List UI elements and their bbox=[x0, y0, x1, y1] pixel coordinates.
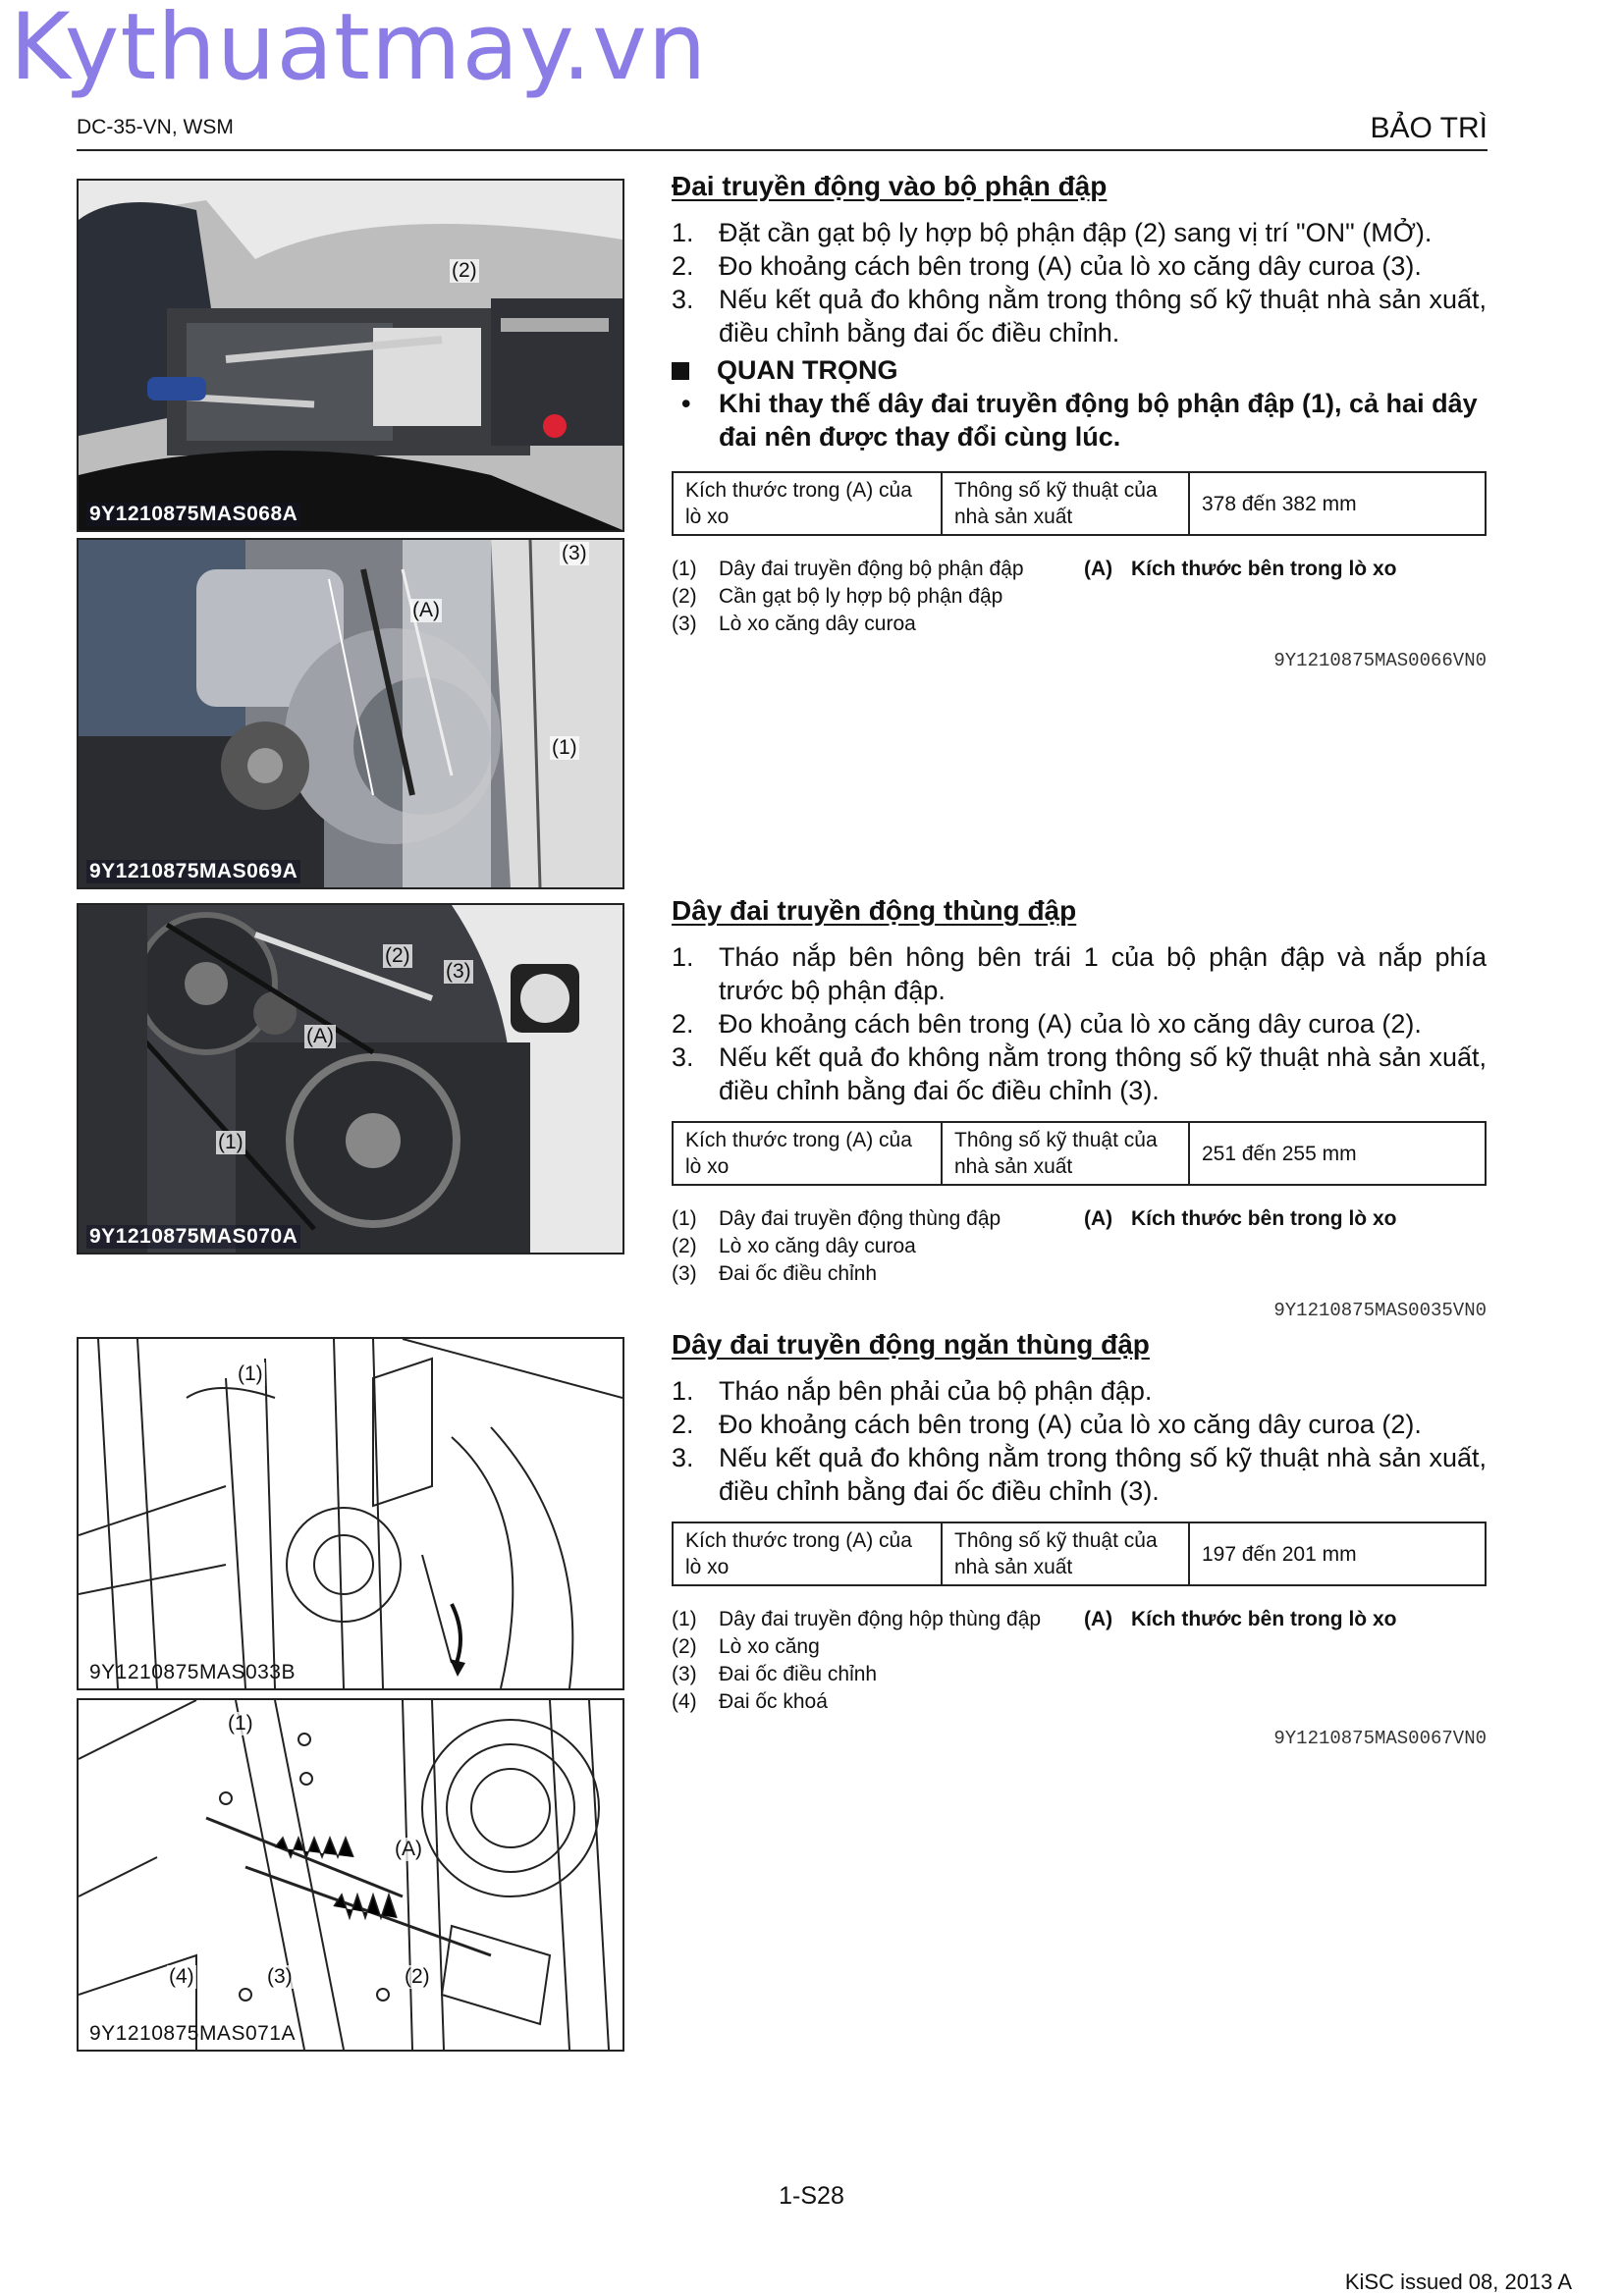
reference-code: 9Y1210875MAS0066VN0 bbox=[1273, 650, 1487, 671]
legend-num: (3) bbox=[672, 613, 697, 635]
legend-num: (1) bbox=[672, 1207, 697, 1230]
legend-text: Cần gạt bộ ly hợp bộ phận đập bbox=[719, 585, 1003, 608]
legend-num: (1) bbox=[672, 558, 697, 580]
spec-value-cell: 378 đến 382 mm bbox=[1189, 472, 1486, 535]
legend-text: Lò xo căng dây curoa bbox=[719, 613, 916, 635]
legend-text: Kích thước bên trong lò xo bbox=[1131, 1608, 1397, 1630]
photo-drum-belt-drawing bbox=[79, 905, 622, 1253]
legend-num: (4) bbox=[672, 1690, 697, 1713]
spec-source-cell: Thông số kỹ thuật của nhà sản xuất bbox=[942, 1122, 1189, 1185]
spec-label-cell: Kích thước trong (A) của lò xo bbox=[673, 1522, 942, 1585]
photo5-callout-2: (2) bbox=[405, 1965, 430, 1988]
legend-num: (2) bbox=[672, 585, 697, 608]
step-number: 1. bbox=[672, 1376, 694, 1406]
photo5-callout-a: (A) bbox=[395, 1838, 422, 1860]
spec-table bbox=[672, 1522, 1487, 1586]
legend-item bbox=[672, 611, 1487, 638]
header-section: BẢO TRÌ bbox=[1370, 112, 1488, 144]
step-number: 2. bbox=[672, 1009, 694, 1039]
photo1-label: 9Y1210875MAS068A bbox=[86, 503, 300, 526]
step-text: Nếu kết quả đo không nằm trong thông số kỹ thuật nhà sản xuất, điều chỉnh bằng đai ốc điều chỉnh (3). bbox=[719, 1443, 1487, 1506]
photo3-callout-2: (2) bbox=[385, 944, 410, 967]
photo4-label: 9Y1210875MAS033B bbox=[89, 1661, 296, 1683]
legend-text: Lò xo căng bbox=[719, 1635, 820, 1658]
step-item bbox=[672, 940, 1487, 1007]
header-rule bbox=[77, 149, 1488, 151]
legend-text: Đai ốc điều chỉnh bbox=[719, 1262, 878, 1285]
section-drum-belt bbox=[672, 895, 1487, 1321]
important-note bbox=[672, 387, 1487, 454]
square-bullet-icon bbox=[672, 362, 689, 380]
legend-item-a bbox=[1084, 1606, 1396, 1633]
photo-drum-belt bbox=[77, 903, 624, 1255]
section-drum-box-belt bbox=[672, 1329, 1487, 1749]
photo3-label: 9Y1210875MAS070A bbox=[86, 1225, 300, 1249]
legend-item-a bbox=[1084, 1205, 1396, 1233]
step-item bbox=[672, 1408, 1487, 1441]
step-item bbox=[672, 1007, 1487, 1041]
photo5-callout-4: (4) bbox=[169, 1965, 194, 1988]
photo3-callout-3: (3) bbox=[446, 960, 471, 983]
photo-thresher-belt bbox=[77, 538, 624, 889]
legend-item bbox=[672, 583, 1487, 611]
watermark: Kythuatmay.vn bbox=[10, 0, 708, 101]
legend-num: (A) bbox=[1084, 1608, 1113, 1630]
step-text: Tháo nắp bên phải của bộ phận đập. bbox=[719, 1376, 1153, 1406]
step-text: Nếu kết quả đo không nằm trong thông số kỹ thuật nhà sản xuất, điều chỉnh bằng đai ốc điều chỉnh. bbox=[719, 285, 1487, 347]
step-text: Tháo nắp bên hông bên trái 1 của bộ phận đập và nắp phía trước bộ phận đập. bbox=[719, 942, 1487, 1005]
drawing-detail-lines bbox=[79, 1700, 622, 2050]
legend-num: (2) bbox=[672, 1235, 697, 1257]
spec-table bbox=[672, 1121, 1487, 1186]
step-item bbox=[672, 283, 1487, 349]
legend-text: Kích thước bên trong lò xo bbox=[1131, 558, 1397, 580]
page-number: 1-S28 bbox=[779, 2182, 844, 2210]
spec-label-cell: Kích thước trong (A) của lò xo bbox=[673, 472, 942, 535]
spec-table bbox=[672, 471, 1487, 536]
steps-list bbox=[672, 1374, 1487, 1508]
legend-item bbox=[672, 1661, 1487, 1688]
legend-text: Đai ốc điều chỉnh bbox=[719, 1663, 878, 1685]
legend-item bbox=[672, 1260, 1487, 1288]
photo2-label: 9Y1210875MAS069A bbox=[86, 860, 300, 883]
photo3-callout-1: (1) bbox=[218, 1131, 243, 1153]
photo1-callout-2: (2) bbox=[452, 259, 477, 282]
photo-thresher-belt-drawing bbox=[79, 540, 622, 887]
step-item bbox=[672, 1374, 1487, 1408]
section-title: Dây đai truyền động ngăn thùng đập bbox=[672, 1329, 1150, 1360]
step-text: Đo khoảng cách bên trong (A) của lò xo căng dây curoa (2). bbox=[719, 1009, 1422, 1039]
photo4-callout-1: (1) bbox=[238, 1362, 263, 1385]
step-number: 3. bbox=[672, 1443, 694, 1472]
drawing-overview bbox=[77, 1337, 624, 1690]
spec-value-cell: 251 đến 255 mm bbox=[1189, 1122, 1486, 1185]
spec-source-cell: Thông số kỹ thuật của nhà sản xuất bbox=[942, 1522, 1189, 1585]
legend bbox=[672, 1606, 1487, 1716]
step-number: 3. bbox=[672, 285, 694, 314]
drawing-detail bbox=[77, 1698, 624, 2052]
photo5-label: 9Y1210875MAS071A bbox=[89, 2022, 296, 2045]
legend-item bbox=[672, 1233, 1487, 1260]
photo3-callout-a: (A) bbox=[306, 1025, 334, 1047]
spec-value-cell: 197 đến 201 mm bbox=[1189, 1522, 1486, 1585]
legend-num: (3) bbox=[672, 1663, 697, 1685]
step-item bbox=[672, 1441, 1487, 1508]
section-thresher-input-belt bbox=[672, 171, 1487, 671]
step-text: Nếu kết quả đo không nằm trong thông số kỹ thuật nhà sản xuất, điều chỉnh bằng đai ốc điều chỉnh (3). bbox=[719, 1042, 1487, 1105]
step-item bbox=[672, 249, 1487, 283]
section-title: Dây đai truyền động thùng đập bbox=[672, 895, 1077, 926]
legend-text: Dây đai truyền động hộp thùng đập bbox=[719, 1608, 1042, 1630]
step-text: Đặt cần gạt bộ ly hợp bộ phận đập (2) sang vị trí "ON" (MỞ). bbox=[719, 218, 1433, 247]
spec-source-cell: Thông số kỹ thuật của nhà sản xuất bbox=[942, 472, 1189, 535]
legend-num: (A) bbox=[1084, 1207, 1113, 1230]
legend-text: Dây đai truyền động thùng đập bbox=[719, 1207, 1001, 1230]
photo2-callout-3: (3) bbox=[562, 542, 587, 564]
spec-label-cell: Kích thước trong (A) của lò xo bbox=[673, 1122, 942, 1185]
legend-num: (A) bbox=[1084, 558, 1113, 580]
legend-item bbox=[672, 1633, 1487, 1661]
legend-item bbox=[672, 1688, 1487, 1716]
important-label: QUAN TRỌNG bbox=[717, 355, 898, 385]
legend-text: Kích thước bên trong lò xo bbox=[1131, 1207, 1397, 1230]
step-number: 3. bbox=[672, 1042, 694, 1072]
step-text: Đo khoảng cách bên trong (A) của lò xo căng dây curoa (2). bbox=[719, 1410, 1422, 1439]
legend-num: (3) bbox=[672, 1262, 697, 1285]
legend-num: (2) bbox=[672, 1635, 697, 1658]
legend-item-a bbox=[1084, 556, 1396, 583]
legend-text: Lò xo căng dây curoa bbox=[719, 1235, 916, 1257]
important-text: Khi thay thế dây đai truyền động bộ phận đập (1), cả hai dây đai nên được thay đổi cùng lúc. bbox=[719, 389, 1478, 452]
photo2-callout-1: (1) bbox=[552, 736, 577, 759]
photo-clutch-lever-drawing bbox=[79, 181, 622, 530]
legend bbox=[672, 1205, 1487, 1288]
issue-note: KiSC issued 08, 2013 A bbox=[1344, 2269, 1572, 2294]
section-title: Đai truyền động vào bộ phận đập bbox=[672, 171, 1108, 201]
steps-list bbox=[672, 940, 1487, 1107]
step-number: 1. bbox=[672, 942, 694, 972]
step-number: 1. bbox=[672, 218, 694, 247]
photo5-callout-1: (1) bbox=[228, 1712, 253, 1735]
photo5-callout-3: (3) bbox=[267, 1965, 293, 1988]
drawing-overview-lines bbox=[79, 1339, 622, 1688]
reference-code: 9Y1210875MAS0035VN0 bbox=[1273, 1300, 1487, 1321]
reference-code: 9Y1210875MAS0067VN0 bbox=[1273, 1728, 1487, 1749]
legend-text: Dây đai truyền động bộ phận đập bbox=[719, 558, 1024, 580]
legend bbox=[672, 556, 1487, 638]
bullet-icon: • bbox=[681, 389, 691, 418]
step-number: 2. bbox=[672, 251, 694, 281]
steps-list bbox=[672, 216, 1487, 349]
step-number: 2. bbox=[672, 1410, 694, 1439]
legend-num: (1) bbox=[672, 1608, 697, 1630]
step-text: Đo khoảng cách bên trong (A) của lò xo căng dây curoa (3). bbox=[719, 251, 1422, 281]
header-doc-id: DC-35-VN, WSM bbox=[77, 116, 234, 138]
step-item bbox=[672, 1041, 1487, 1107]
photo-clutch-lever bbox=[77, 179, 624, 532]
photo2-callout-a: (A) bbox=[412, 599, 440, 621]
legend-text: Đai ốc khoá bbox=[719, 1690, 828, 1713]
step-item bbox=[672, 216, 1487, 249]
important-heading bbox=[672, 353, 1487, 387]
